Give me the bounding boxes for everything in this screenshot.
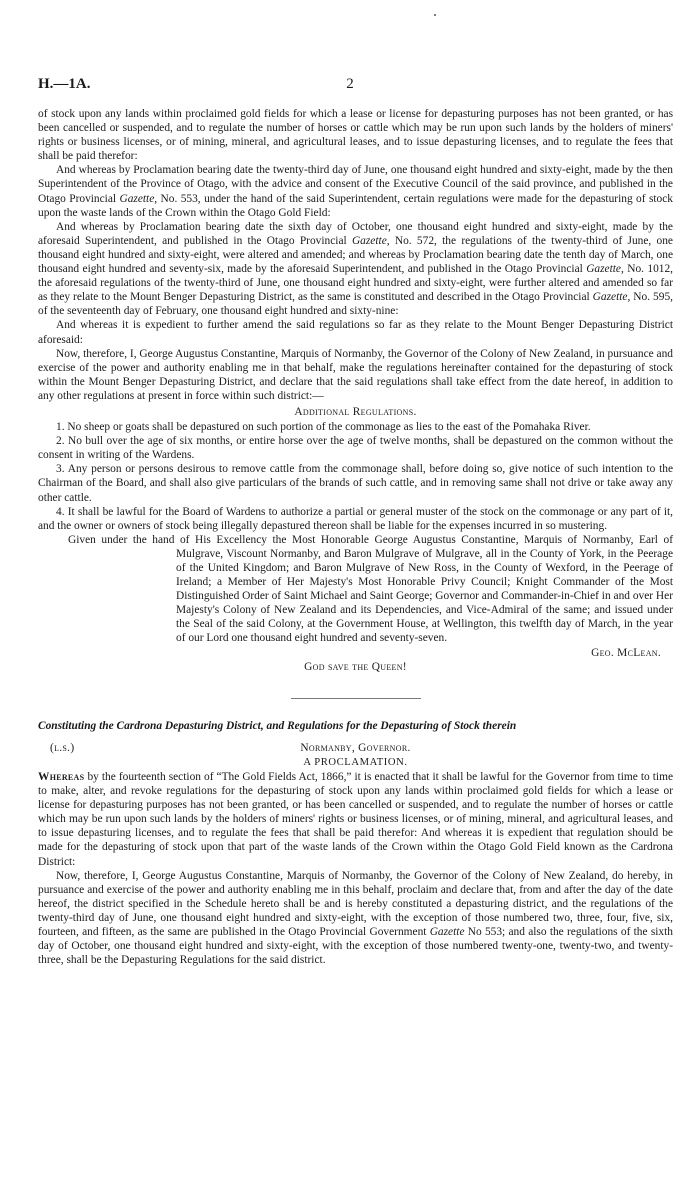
given-under-clause: Given under the hand of His Excellency the Most Honorable George Augustus Constantine, Marquis of Normanby, Earl of Mulgrave, Viscount Normanby, and Baron Mulgrave of Mulgrave, all in the County of York, in the Peerage of the United Kingdom; and Baron Mulgrave of New Ross, in the County of Wexford, in the Peerage of Ireland; a Member of Her Majesty's Most Honorable Privy Council; Knight Commander of the Most Distinguished Order of Saint Michael and Saint George; Governor and Commander-in-Chief in and over Her Majesty's Colony of New Zealand and its Dependencies, and Vice-Admiral of the same; and issued under the Seal of the said Colony, at the Government House, at Wellington, this twelfth day of March, in the year of our Lord one thousand eight hundred and seventy-seven. <box>68 533 673 645</box>
document-body <box>38 107 673 967</box>
regulation-item: 4. It shall be lawful for the Board of Wardens to authorize a partial or general muster of the stock on the commonage or any part of it, and the owner or owners of stock being illegally depastured thereon shall be liable for the expenses incurred in so mustering. <box>38 505 673 532</box>
proclamation-byline <box>38 741 673 756</box>
paragraph: Now, therefore, I, George Augustus Constantine, Marquis of Normanby, the Governor of the Colony of New Zealand, do hereby, in pursuance and exercise of the power and authority enabling me in this behalf, proclaim and declare that, from and after the day of the date hereof, the district specified in the Schedule hereto shall be and is hereby constituted a depasturing district, and the regulations of the twenty-third day of June, one thousand eight hundred and sixty-eight, with the exception of those numbered two, three, four, five, six, fourteen, and fifteen, as the same are published in the Otago Provincial Government Gazette No 553; and also the regulations of the sixth day of October, one thousand eight hundred and sixty-eight, with the exception of those numbered twenty-one, twenty-two, and twenty-three, shall be the Depasturing Regulations for the said district. <box>38 869 673 967</box>
paragraph: of stock upon any lands within proclaimed gold fields for which a lease or license for depasturing purposes has not been granted, or has been cancelled or suspended, and to regulate the number of horses or cattle which may be run upon such lands by the holders of miners' rights or business licenses, or of mining, mineral, and agricultural leases, and to issue depasturing licenses, and to regulate the fees that shall be paid therefor: <box>38 108 673 163</box>
regulation-item: 1. No sheep or goats shall be depastured on such portion of the commonage as lies to the east of the Pomahaka River. <box>56 421 591 434</box>
section-divider <box>291 698 421 699</box>
page-header <box>0 76 700 94</box>
regulation-item: 3. Any person or persons desirous to remove cattle from the commonage shall, before doing so, give notice of such intention to the Chairman of the Board, and shall also give particulars of the brands of such cattle, and in removing same shall not drive or take away any other cattle. <box>38 463 673 504</box>
proclamation-title: A PROCLAMATION. <box>303 756 408 768</box>
paragraph: Now, therefore, I, George Augustus Constantine, Marquis of Normanby, the Governor of the Colony of New Zealand, in pursuance and exercise of the power and authority enabling me in that behalf, make the regulations hereinafter contained for the depasturing of stock within the Mount Benger Depasturing District, and declare that the said regulations shall take effect from the date hereof, in addition to any other regulations at present in force within such district:— <box>38 347 673 402</box>
paragraph: Whereas by the fourteenth section of “The Gold Fields Act, 1866,” it is enacted that it shall be lawful for the Governor from time to time to make, alter, and revoke regulations for the depasturing of stock upon any lands within proclaimed gold fields for which a lease or license for depasturing purposes has not been granted, or has been cancelled or suspended, and to regulate the number of horses or cattle which may be run upon such lands by the holders of miners' rights or business licenses, or of mining, mineral, and agricultural leases, and to issue depasturing licenses, and to regulate the fees that shall be paid therefor: And whereas it is expedient that regulation should be made for the depasturing of stock upon that part of the waste lands of the Crown within the Otago Gold Field known as the Cardrona District: <box>38 770 673 868</box>
governor-name: Normanby, Governor. <box>300 741 411 754</box>
paragraph: And whereas by Proclamation bearing date the twenty-third day of June, one thousand eight hundred and sixty-eight, made by the then Superintendent of the Province of Otago, with the advice and consent of the Executive Council of the said province, and published in the Otago Provincial Gazette, No. 553, under the hand of the said Superintendent, certain regulations were made for the depasturing of stock upon the waste lands of the Crown within the Otago Gold Field: <box>38 164 673 219</box>
ink-speck <box>434 14 436 16</box>
god-save-the-queen: God save the Queen! <box>304 660 407 673</box>
whereas-word: Whereas <box>38 770 85 783</box>
section-heading: Additional Regulations. <box>294 405 417 418</box>
paragraph: And whereas by Proclamation bearing date the sixth day of October, one thousand eight hundred and sixty-eight, made by the aforesaid Superintendent, and published in the Otago Provincial Gazette, No. 572, the regulations of the twenty-third of June, one thousand eight hundred and sixty-eight, were altered and amended; and whereas by Proclamation bearing date the tenth day of March, one thousand eight hundred and seventy-six, made by the aforesaid Superintendent, and published in the Otago Provincial Gazette, No. 1012, the aforesaid regulations of the twenty-third of June, one thousand eight hundred and sixty-eight, were further altered and amended so far as they relate to the Mount Benger Depasturing District, as the same is constituted and described in the Otago Provincial Gazette, No. 595, of the seventeenth day of February, one thousand eight hundred and sixty-nine: <box>38 220 674 318</box>
proclamation-heading: Constituting the Cardrona Depasturing District, and Regulations for the Depasturing of Stock therein <box>38 719 517 732</box>
signature: Geo. McLean. <box>591 646 661 659</box>
seal-mark: (l.s.) <box>50 741 75 754</box>
document-reference: H.—1A. <box>38 76 91 92</box>
page-number: 2 <box>346 76 354 92</box>
regulation-item: 2. No bull over the age of six months, or entire horse over the age of twelve months, shall be depastured on the common without the consent in writing of the Wardens. <box>38 435 673 462</box>
paragraph: And whereas it is expedient to further amend the said regulations so far as they relate to the Mount Benger Depasturing District aforesaid: <box>38 319 673 346</box>
